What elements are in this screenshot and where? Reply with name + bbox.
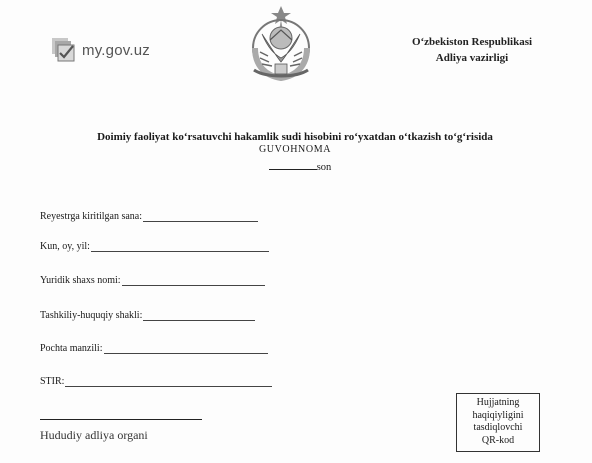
field-date: [40, 241, 269, 252]
ministry-line-2: Adliya vazirligi: [435, 52, 509, 64]
my-gov-logo: [50, 36, 150, 64]
certificate-number: [255, 160, 345, 173]
field-registry-date: [40, 211, 258, 222]
number-blank[interactable]: [269, 160, 317, 170]
field-label: Pochta manzili:: [40, 343, 103, 354]
field-tin: [40, 376, 272, 387]
field-label: Yuridik shaxs nomi:: [40, 275, 121, 286]
field-label: Reyestrga kiritilgan sana:: [40, 211, 143, 222]
signature-label: Hududiy adliya organi: [40, 428, 148, 442]
field-label: Kun, oy, yil:: [40, 241, 90, 252]
field-blank[interactable]: [91, 241, 269, 252]
field-blank[interactable]: [122, 275, 265, 286]
field-legal-entity-name: [40, 275, 265, 286]
state-emblem-icon: [246, 4, 316, 82]
field-label: STIR:: [40, 376, 65, 387]
qr-line-3: tasdiqlovchi: [473, 422, 523, 433]
ministry-heading: [392, 34, 552, 66]
qr-line-4: QR-kod: [481, 434, 515, 446]
field-blank[interactable]: [65, 376, 272, 387]
signature-line: [40, 419, 202, 420]
field-blank[interactable]: [143, 310, 255, 321]
qr-code-box: [456, 393, 540, 452]
document-subtitle: GUVOHNOMA: [258, 144, 332, 155]
field-blank[interactable]: [104, 343, 268, 354]
qr-line-1: Hujjatning: [476, 397, 520, 408]
field-label: Tashkiliy-huquqiy shakli:: [40, 310, 143, 321]
qr-line-2: haqiqiyligini: [472, 409, 524, 421]
field-postal-address: [40, 343, 268, 354]
field-blank[interactable]: [143, 211, 258, 222]
checkmark-stack-icon: [50, 36, 76, 64]
logo-text: my.gov.uz: [82, 41, 150, 59]
document-title: Doimiy faoliyat ko‘rsatuvchi hakamlik sudi hisobini ro‘yxatdan o‘tkazish to‘g‘risida: [97, 131, 493, 143]
field-legal-form: [40, 310, 255, 321]
number-suffix: son: [316, 162, 332, 173]
ministry-line-1: O‘zbekiston Respublikasi: [411, 36, 533, 48]
